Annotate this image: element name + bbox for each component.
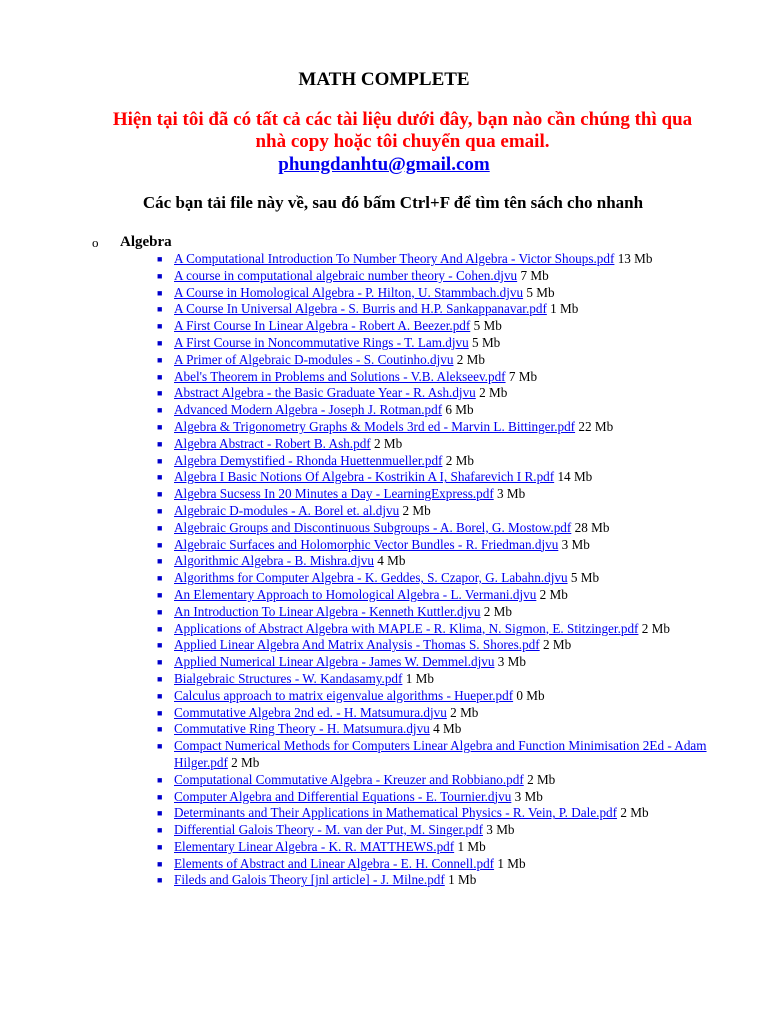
file-size: 2 Mb <box>456 351 485 367</box>
book-link[interactable]: Algebra Abstract - Robert B. Ash.pdf <box>174 435 371 451</box>
file-size: 3 Mb <box>514 788 543 804</box>
square-bullet-icon: ■ <box>157 825 163 836</box>
square-bullet-icon: ■ <box>157 354 163 365</box>
square-bullet-icon: ■ <box>157 505 163 516</box>
book-list-item <box>157 855 714 873</box>
file-size: 3 Mb <box>497 486 526 502</box>
square-bullet-icon: ■ <box>157 304 163 315</box>
book-list-item <box>157 267 714 285</box>
book-link[interactable]: Advanced Modern Algebra - Joseph J. Rotman.pdf <box>174 402 443 418</box>
square-bullet-icon: ■ <box>157 371 163 382</box>
file-size: 0 Mb <box>516 687 545 703</box>
file-size: 4 Mb <box>433 721 462 737</box>
square-bullet-icon: ■ <box>157 254 163 264</box>
square-bullet-icon: ■ <box>157 472 163 483</box>
book-list-item <box>157 586 714 604</box>
book-list-item <box>157 637 714 654</box>
square-bullet-icon: ■ <box>157 270 163 281</box>
book-list-item <box>157 805 714 822</box>
book-list-item <box>157 721 714 738</box>
book-link[interactable]: Computer Algebra and Differential Equations - E. Tournier.djvu <box>174 788 512 804</box>
section-bullet-icon: o <box>92 235 99 250</box>
file-size: 2 Mb <box>527 771 556 787</box>
square-bullet-icon: ■ <box>157 337 163 348</box>
square-bullet-icon: ■ <box>157 388 163 399</box>
file-size: 2 Mb <box>641 620 670 636</box>
book-link[interactable]: An Introduction To Linear Algebra - Kenneth Kuttler.djvu <box>174 603 481 619</box>
book-link[interactable]: Algebraic Groups and Discontinuous Subgroups - A. Borel, G. Mostow.pdf <box>174 519 572 535</box>
book-link[interactable]: Algebra & Trigonometry Graphs & Models 3rd ed - Marvin L. Bittinger.pdf <box>174 418 576 434</box>
file-size: 5 Mb <box>570 570 600 586</box>
book-link[interactable]: Abstract Algebra - the Basic Graduate Year - R. Ash.djvu <box>174 385 476 401</box>
file-size: 1 Mb <box>457 838 486 854</box>
file-size: 1 Mb <box>448 872 477 888</box>
book-link[interactable]: A Course In Universal Algebra - S. Burris and H.P. Sankappanavar.pdf <box>174 301 547 317</box>
file-size: 7 Mb <box>520 267 549 283</box>
book-list-item <box>157 284 714 302</box>
book-link[interactable]: Bialgebraic Structures - W. Kandasamy.pdf <box>174 670 403 686</box>
book-link[interactable]: Elementary Linear Algebra - K. R. MATTHEWS.pdf <box>174 838 455 854</box>
book-list-item <box>157 536 714 554</box>
book-link[interactable]: Algebra Demystified - Rhonda Huettenmueller.pdf <box>174 452 443 468</box>
square-bullet-icon: ■ <box>157 875 163 886</box>
file-size: 2 Mb <box>620 805 649 821</box>
book-list-item <box>157 687 714 705</box>
book-link[interactable]: Commutative Algebra 2nd ed. - H. Matsumura.djvu <box>174 704 447 720</box>
square-bullet-icon: ■ <box>157 673 163 684</box>
file-size: 4 Mb <box>377 553 406 569</box>
square-bullet-icon: ■ <box>157 438 163 449</box>
book-link[interactable]: Fileds and Galois Theory [jnl article] - J. Milne.pdf <box>174 872 445 888</box>
square-bullet-icon: ■ <box>157 287 163 298</box>
book-list-item <box>157 318 714 335</box>
file-size: 2 Mb <box>445 452 474 468</box>
square-bullet-icon: ■ <box>157 455 163 466</box>
book-list-item <box>157 301 714 318</box>
book-link[interactable]: Algebraic D-modules - A. Borel et. al.djvu <box>174 502 400 518</box>
book-link[interactable]: Commutative Ring Theory - H. Matsumura.djvu <box>174 721 430 737</box>
book-link[interactable]: Elements of Abstract and Linear Algebra - E. H. Connell.pdf <box>174 855 495 871</box>
book-list-item <box>157 452 714 470</box>
file-size: 5 Mb <box>473 318 502 334</box>
square-bullet-icon: ■ <box>157 539 163 550</box>
square-bullet-icon: ■ <box>157 741 163 752</box>
book-list-item <box>157 502 714 520</box>
file-size: 2 Mb <box>542 637 572 653</box>
square-bullet-icon: ■ <box>157 623 163 634</box>
book-list-item <box>157 570 714 587</box>
page-title: MATH COMPLETE <box>298 69 470 90</box>
file-size: 5 Mb <box>472 334 501 350</box>
book-list-item <box>157 402 714 419</box>
file-size: 7 Mb <box>508 368 538 384</box>
square-bullet-icon: ■ <box>157 724 163 735</box>
book-link[interactable]: Abel's Theorem in Problems and Solutions - V.B. Alekseev.pdf <box>174 368 506 384</box>
book-list-item <box>157 771 714 789</box>
square-bullet-icon: ■ <box>157 841 163 852</box>
book-list-item <box>157 368 714 386</box>
book-list-item <box>157 704 714 722</box>
book-link[interactable]: A course in computational algebraic number theory - Cohen.djvu <box>174 267 518 283</box>
book-link[interactable]: A Course in Homological Algebra - P. Hilton, U. Stammbach.djvu <box>174 284 524 300</box>
square-bullet-icon: ■ <box>157 640 163 651</box>
book-list-item <box>157 334 714 352</box>
book-link[interactable]: Algebra Sucsess In 20 Minutes a Day - LearningExpress.pdf <box>174 486 494 502</box>
book-link[interactable]: A First Course in Noncommutative Rings - T. Lam.djvu <box>174 334 469 350</box>
book-link[interactable]: A Computational Introduction To Number Theory And Algebra - Victor Shoups.pdf <box>174 251 615 266</box>
file-size: 13 Mb <box>617 251 653 266</box>
file-size: 3 Mb <box>486 822 515 838</box>
square-bullet-icon: ■ <box>157 556 163 567</box>
book-list-item <box>157 435 714 453</box>
book-list-item <box>157 738 714 772</box>
file-size: 3 Mb <box>497 654 526 670</box>
square-bullet-icon: ■ <box>157 606 163 617</box>
file-size: 2 Mb <box>479 385 508 401</box>
book-list-item <box>157 519 714 537</box>
file-size: 1 Mb <box>550 301 579 317</box>
book-list-item <box>157 872 714 889</box>
book-list-item <box>157 385 714 402</box>
book-link[interactable]: Applied Linear Algebra And Matrix Analysis - Thomas S. Shores.pdf <box>174 637 540 653</box>
square-bullet-icon: ■ <box>157 589 163 600</box>
square-bullet-icon: ■ <box>157 774 163 785</box>
square-bullet-icon: ■ <box>157 405 163 416</box>
instruction-text: Các bạn tải file này về, sau đó bấm Ctrl+F để tìm tên sách cho nhanh <box>142 193 644 212</box>
book-list-item <box>157 351 714 369</box>
book-link[interactable]: A First Course In Linear Algebra - Robert A. Beezer.pdf <box>174 318 471 334</box>
square-bullet-icon: ■ <box>157 707 163 718</box>
book-link[interactable]: Differential Galois Theory - M. van der Put, M. Singer.pdf <box>174 822 483 838</box>
square-bullet-icon: ■ <box>157 657 163 668</box>
email-link[interactable]: phungdanhtu@gmail.com <box>278 154 490 175</box>
book-list-item <box>157 251 714 268</box>
file-size: 28 Mb <box>574 519 610 535</box>
book-link[interactable]: Computational Commutative Algebra - Kreuzer and Robbiano.pdf <box>174 771 524 787</box>
square-bullet-icon: ■ <box>157 858 163 869</box>
file-size: 22 Mb <box>578 418 614 434</box>
book-link[interactable]: A Primer of Algebraic D-modules - S. Coutinho.djvu <box>174 351 454 367</box>
square-bullet-icon: ■ <box>157 522 163 533</box>
book-link[interactable]: Algebraic Surfaces and Holomorphic Vector Bundles - R. Friedman.djvu <box>174 536 559 552</box>
book-link[interactable]: Determinants and Their Applications in Mathematical Physics - R. Vein, P. Dale.pdf <box>174 805 618 821</box>
file-size: 14 Mb <box>557 469 593 485</box>
book-link[interactable]: Applied Numerical Linear Algebra - James W. Demmel.djvu <box>174 654 495 670</box>
book-link[interactable]: Algorithmic Algebra - B. Mishra.djvu <box>174 553 374 569</box>
section-title-algebra: Algebra <box>120 234 172 250</box>
file-size: 6 Mb <box>445 402 474 418</box>
book-list-item <box>157 486 714 503</box>
file-size: 3 Mb <box>561 536 590 552</box>
file-size: 2 Mb <box>483 603 512 619</box>
file-size: 1 Mb <box>497 855 526 871</box>
book-list-item <box>157 670 714 688</box>
file-size: 1 Mb <box>405 670 434 686</box>
book-list-item <box>157 553 714 570</box>
square-bullet-icon: ■ <box>157 489 163 500</box>
book-list-item <box>157 620 714 638</box>
file-size: 2 Mb <box>539 586 568 602</box>
intro-text: Hiện tại tôi đã có tất cả các tài liệu dưới đây, bạn nào cần chúng thì qua nhà copy hoặc tôi chuyển qua email. <box>112 109 693 152</box>
book-link[interactable]: Calculus approach to matrix eigenvalue algorithms - Hueper.pdf <box>174 687 514 703</box>
file-size: 2 Mb <box>373 435 403 451</box>
book-list-item <box>157 654 714 671</box>
book-link[interactable]: Algebra I Basic Notions Of Algebra - Kostrikin A I, Shafarevich I R.pdf <box>174 469 555 485</box>
book-list-item <box>157 822 714 839</box>
book-link[interactable]: Applications of Abstract Algebra with MAPLE - R. Klima, N. Sigmon, E. Stitzinger.pdf <box>174 620 639 636</box>
square-bullet-icon: ■ <box>157 421 163 432</box>
book-list-item <box>157 838 714 856</box>
square-bullet-icon: ■ <box>157 791 163 802</box>
book-link[interactable]: An Elementary Approach to Homological Algebra - L. Vermani.djvu <box>174 586 537 602</box>
square-bullet-icon: ■ <box>157 573 163 584</box>
book-list-item <box>157 788 714 806</box>
file-size: 2 Mb <box>231 754 260 770</box>
book-list-item <box>157 469 714 486</box>
book-link[interactable]: Algorithms for Computer Algebra - K. Geddes, S. Czapor, G. Labahn.djvu <box>174 570 568 586</box>
email-line <box>0 153 768 177</box>
file-size: 2 Mb <box>450 704 479 720</box>
book-list-item <box>157 603 714 621</box>
book-list <box>157 251 714 889</box>
file-size: 2 Mb <box>402 502 431 518</box>
square-bullet-icon: ■ <box>157 808 163 819</box>
file-size: 5 Mb <box>526 284 555 300</box>
square-bullet-icon: ■ <box>157 690 163 701</box>
book-list-item <box>157 418 714 436</box>
book-link[interactable]: Compact Numerical Methods for Computers Linear Algebra and Function Minimisation 2Ed - Adam Hilger.pdf <box>174 738 707 770</box>
square-bullet-icon: ■ <box>157 321 163 332</box>
